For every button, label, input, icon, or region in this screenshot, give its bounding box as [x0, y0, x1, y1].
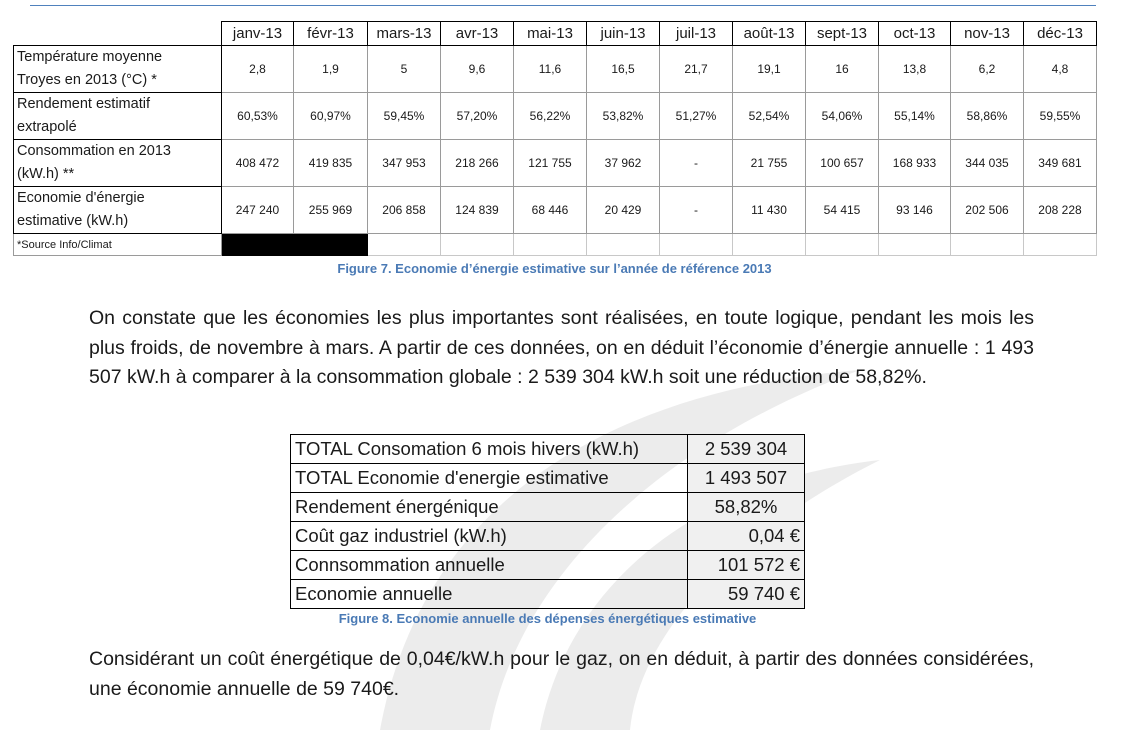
temperature-row — [14, 46, 1097, 93]
table-cell: 218 266 — [441, 140, 514, 187]
conclusion-paragraph: Considérant un coût énergétique de 0,04€/kW.h pour le gaz, on en déduit, à partir des données considérées, une économie annuelle de 59 740€. — [89, 648, 1034, 700]
table-cell: 13,8 — [879, 46, 951, 93]
summary-value: 0,04 € — [688, 522, 805, 551]
table-cell: 51,27% — [660, 93, 733, 140]
analysis-paragraph: On constate que les économies les plus importantes sont réalisées, en toute logique, pendant les mois les plus froids, de novembre à mars. A partir de ces données, on en déduit l’économie d’énergie annuelle : 1 493 507 kW.h à comparer à la consommation globale : 2 539 304 kW.h soit une réduction de 58,82%. — [89, 307, 1034, 388]
table-cell: 21 755 — [733, 140, 806, 187]
month-header: sept-13 — [806, 22, 879, 46]
month-header: mai-13 — [514, 22, 587, 46]
table-cell: 255 969 — [294, 187, 368, 234]
table-header-row — [14, 22, 1097, 46]
table-cell: 5 — [368, 46, 441, 93]
table-cell: 16 — [806, 46, 879, 93]
header-corner — [14, 22, 222, 46]
empty-cell — [514, 234, 587, 256]
summary-label: Coût gaz industriel (kW.h) — [291, 522, 688, 551]
table-row — [291, 435, 805, 464]
table-row — [291, 580, 805, 609]
summary-label: TOTAL Economie d'energie estimative — [291, 464, 688, 493]
table-cell: 56,22% — [514, 93, 587, 140]
table-cell: 20 429 — [587, 187, 660, 234]
table-cell: 168 933 — [879, 140, 951, 187]
empty-cell — [368, 234, 441, 256]
redaction-block — [222, 234, 368, 256]
table-cell: 53,82% — [587, 93, 660, 140]
row-label: Rendement estimatif extrapolé — [14, 93, 222, 140]
table-cell: 206 858 — [368, 187, 441, 234]
summary-value: 1 493 507 — [688, 464, 805, 493]
table-cell: 57,20% — [441, 93, 514, 140]
month-header: janv-13 — [222, 22, 294, 46]
source-note: *Source Info/Climat — [14, 234, 222, 256]
summary-label: Rendement énergénique — [291, 493, 688, 522]
month-header: févr-13 — [294, 22, 368, 46]
table-cell: 208 228 — [1024, 187, 1097, 234]
month-header: nov-13 — [951, 22, 1024, 46]
month-header: juin-13 — [587, 22, 660, 46]
table-cell: 344 035 — [951, 140, 1024, 187]
energy-table — [13, 21, 1097, 256]
month-header: avr-13 — [441, 22, 514, 46]
table-cell: - — [660, 140, 733, 187]
summary-value: 59 740 € — [688, 580, 805, 609]
month-header: déc-13 — [1024, 22, 1097, 46]
summary-value: 101 572 € — [688, 551, 805, 580]
table-cell: 16,5 — [587, 46, 660, 93]
table-cell: 124 839 — [441, 187, 514, 234]
figure-7-caption: Figure 7. Economie d’énergie estimative sur l’année de référence 2013 — [337, 261, 772, 276]
table-cell: 59,55% — [1024, 93, 1097, 140]
table-cell: 58,86% — [951, 93, 1024, 140]
table-cell: 419 835 — [294, 140, 368, 187]
savings-row — [14, 187, 1097, 234]
table-cell: 54 415 — [806, 187, 879, 234]
table-row — [291, 522, 805, 551]
table-cell: - — [660, 187, 733, 234]
summary-label: Connsommation annuelle — [291, 551, 688, 580]
table-cell: 4,8 — [1024, 46, 1097, 93]
table-cell: 55,14% — [879, 93, 951, 140]
table-cell: 60,97% — [294, 93, 368, 140]
table-row — [291, 493, 805, 522]
month-header: juil-13 — [660, 22, 733, 46]
table-cell: 54,06% — [806, 93, 879, 140]
month-header: mars-13 — [368, 22, 441, 46]
row-label: Température moyenne Troyes en 2013 (°C) * — [14, 46, 222, 93]
summary-value: 2 539 304 — [688, 435, 805, 464]
month-header: oct-13 — [879, 22, 951, 46]
empty-cell — [660, 234, 733, 256]
row-label: Consommation en 2013 (kW.h) ** — [14, 140, 222, 187]
row-label: Economie d'énergie estimative (kW.h) — [14, 187, 222, 234]
table-row — [291, 551, 805, 580]
table-cell: 60,53% — [222, 93, 294, 140]
empty-cell — [879, 234, 951, 256]
table-cell: 202 506 — [951, 187, 1024, 234]
empty-cell — [806, 234, 879, 256]
summary-table — [290, 434, 805, 609]
empty-cell — [733, 234, 806, 256]
empty-cell — [441, 234, 514, 256]
table-cell: 19,1 — [733, 46, 806, 93]
table-cell: 2,8 — [222, 46, 294, 93]
table-cell: 1,9 — [294, 46, 368, 93]
source-row — [14, 234, 1097, 256]
summary-value: 58,82% — [688, 493, 805, 522]
table-cell: 100 657 — [806, 140, 879, 187]
table-cell: 21,7 — [660, 46, 733, 93]
table-cell: 347 953 — [368, 140, 441, 187]
empty-cell — [1024, 234, 1097, 256]
consumption-row — [14, 140, 1097, 187]
table-cell: 68 446 — [514, 187, 587, 234]
summary-label: TOTAL Consomation 6 mois hivers (kW.h) — [291, 435, 688, 464]
table-cell: 52,54% — [733, 93, 806, 140]
table-cell: 408 472 — [222, 140, 294, 187]
empty-cell — [951, 234, 1024, 256]
table-cell: 59,45% — [368, 93, 441, 140]
table-cell: 121 755 — [514, 140, 587, 187]
table-cell: 9,6 — [441, 46, 514, 93]
table-cell: 349 681 — [1024, 140, 1097, 187]
table-cell: 6,2 — [951, 46, 1024, 93]
summary-label: Economie annuelle — [291, 580, 688, 609]
month-header: août-13 — [733, 22, 806, 46]
table-row — [291, 464, 805, 493]
table-cell: 11 430 — [733, 187, 806, 234]
table-cell: 93 146 — [879, 187, 951, 234]
table-cell: 247 240 — [222, 187, 294, 234]
figure-8-caption: Figure 8. Economie annuelle des dépenses énergétiques estimative — [338, 611, 757, 626]
table-cell: 11,6 — [514, 46, 587, 93]
empty-cell — [587, 234, 660, 256]
header-rule — [30, 5, 1096, 6]
yield-row — [14, 93, 1097, 140]
table-cell: 37 962 — [587, 140, 660, 187]
